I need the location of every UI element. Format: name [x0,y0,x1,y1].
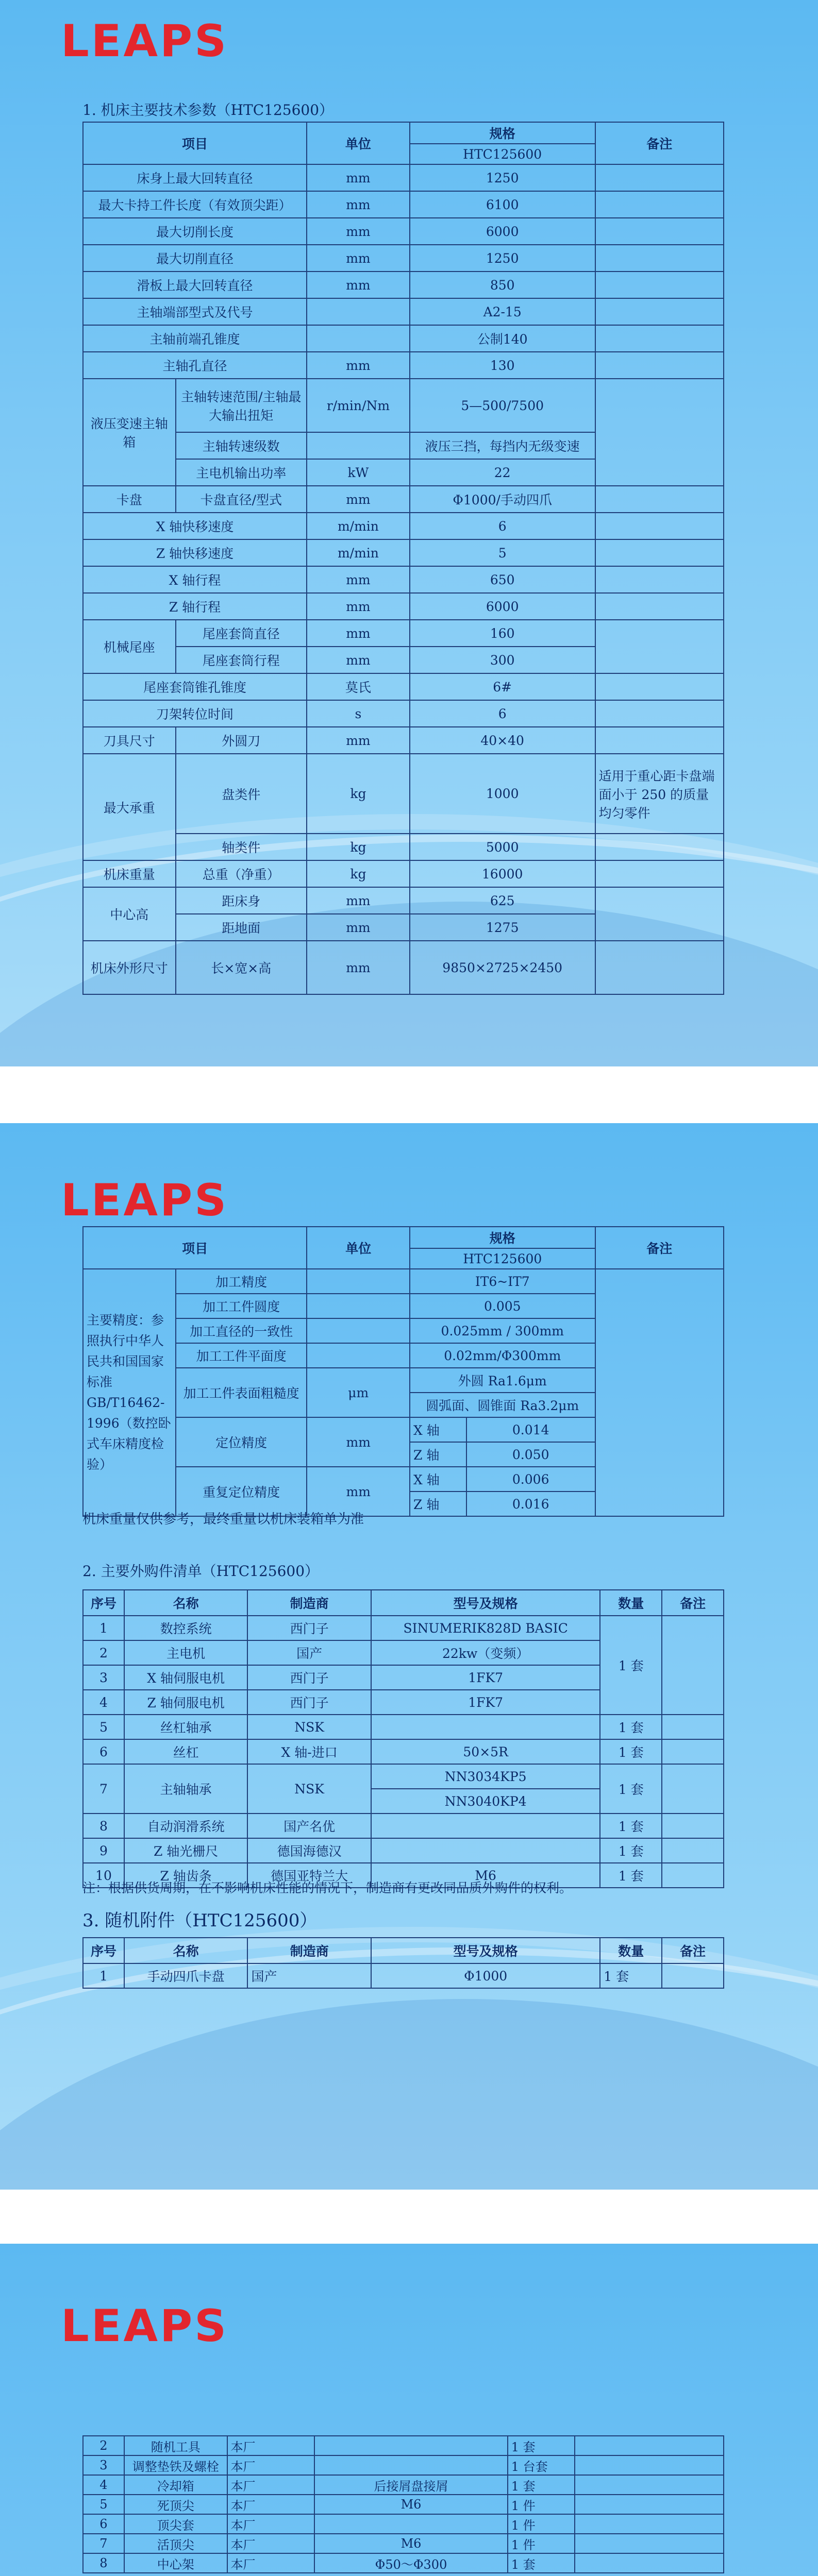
row-category: 刀具尺寸 [83,727,176,754]
row-item: 最大切削直径 [83,245,307,272]
row-item: 加工工件平面度 [176,1343,307,1368]
section-title: 1. 机床主要技术参数（HTC125600） [82,101,334,118]
row-unit: mm [307,620,410,647]
acc-no: 2 [83,2436,124,2455]
row-item: 主电机输出功率 [176,459,307,486]
accessories-table [82,1937,724,1989]
col-header-name: 名称 [124,1938,248,1963]
part-model: NN3040KP4 [371,1789,600,1814]
row-remark [595,298,724,325]
col-header-maker: 制造商 [247,1938,371,1963]
part-qty: 1 套 [600,1739,662,1764]
row-remark [595,941,724,994]
precision-table [82,1226,724,1517]
row-remark [595,887,724,941]
acc-no: 5 [83,2495,124,2514]
row-item: 刀架转位时间 [83,700,307,727]
row-item: 加工精度 [176,1269,307,1294]
part-maker: 国产 [247,1640,371,1665]
row-value: 1000 [410,754,595,834]
row-value: 0.02mm/Φ300mm [410,1343,595,1368]
acc-model: M6 [314,2495,507,2514]
row-value: 650 [410,566,595,593]
acc-name: 顶尖套 [124,2514,227,2534]
acc-qty: 1 件 [508,2514,575,2534]
acc-remark [575,2553,724,2573]
background-wave [0,1999,818,2190]
acc-name: 死顶尖 [124,2495,227,2514]
col-header-maker: 制造商 [247,1590,371,1616]
row-remark [595,727,724,754]
row-remark [595,191,724,218]
acc-model: Φ1000 [371,1963,600,1988]
col-header-no: 序号 [83,1590,124,1616]
row-value: 850 [410,272,595,298]
acc-no: 6 [83,2514,124,2534]
acc-qty: 1 套 [508,2475,575,2495]
col-header-qty: 数量 [600,1590,662,1616]
row-value: 5 [410,539,595,566]
row-item: 总重（净重） [176,860,307,887]
acc-name: 中心架 [124,2553,227,2573]
row-remark [595,539,724,566]
row-value: 0.025mm / 300mm [410,1318,595,1343]
col-header-item: 项目 [83,122,307,164]
row-item: 加工直径的一致性 [176,1318,307,1343]
spec-table [82,122,724,995]
col-header-qty: 数量 [600,1938,662,1963]
acc-no: 8 [83,2553,124,2573]
row-unit: mm [307,164,410,191]
part-name: Z 轴光栅尺 [124,1838,247,1863]
col-header-unit: 单位 [307,1227,410,1269]
row-item: 主轴端部型式及代号 [83,298,307,325]
col-header-remark: 备注 [662,1590,724,1616]
row-value: Φ1000/手动四爪 [410,486,595,513]
row-item: 主轴转速级数 [176,432,307,459]
row-value: 22 [410,459,595,486]
acc-model [314,2455,507,2475]
part-model: 50×5R [371,1739,600,1764]
row-value: A2-15 [410,298,595,325]
acc-qty: 1 套 [508,2553,575,2573]
acc-maker: 本厂 [227,2475,315,2495]
row-value: 5000 [410,834,595,860]
part-model: 1FK7 [371,1665,600,1690]
row-value: 130 [410,352,595,379]
row-value: 0.050 [466,1442,595,1467]
part-no: 5 [83,1715,124,1739]
part-remark [662,1764,724,1814]
part-no: 8 [83,1814,124,1838]
row-unit: mm [307,941,410,994]
row-unit: mm [307,593,410,620]
row-remark [595,566,724,593]
col-header-model: 型号及规格 [371,1590,600,1616]
acc-name: 手动四爪卡盘 [124,1963,248,1988]
row-unit: mm [307,191,410,218]
row-unit: mm [307,647,410,673]
part-remark [662,1715,724,1739]
row-remark: 适用于重心距卡盘端面小于 250 的质量均匀零件 [595,754,724,834]
row-remark [595,218,724,245]
part-remark [662,1814,724,1838]
model-cell: HTC125600 [410,144,595,164]
row-unit: mm [307,272,410,298]
col-header-item: 项目 [83,1227,307,1269]
row-value: 300 [410,647,595,673]
acc-model: M6 [314,2534,507,2553]
row-remark [595,860,724,887]
part-model [371,1814,600,1838]
row-category: 最大承重 [83,754,176,860]
row-remark [595,834,724,860]
row-item: 外圆刀 [176,727,307,754]
row-item: X 轴行程 [83,566,307,593]
acc-maker: 本厂 [227,2534,315,2553]
row-unit: kg [307,860,410,887]
part-no: 1 [83,1616,124,1640]
part-maker: NSK [247,1764,371,1814]
row-remark [595,379,724,486]
axis-label: X 轴 [410,1467,466,1492]
row-value: IT6~IT7 [410,1269,595,1294]
part-no: 3 [83,1665,124,1690]
row-value: 40×40 [410,727,595,754]
part-maker: 国产名优 [247,1814,371,1838]
row-category: 中心高 [83,887,176,941]
acc-maker: 本厂 [227,2455,315,2475]
row-unit: mm [307,914,410,941]
part-qty: 1 套 [600,1764,662,1814]
row-item: 主轴前端孔锥度 [83,325,307,352]
col-header-model: 型号及规格 [371,1938,600,1963]
part-no: 7 [83,1764,124,1814]
row-value: 外圆 Ra1.6μm [410,1368,595,1393]
part-no: 2 [83,1640,124,1665]
acc-qty: 1 台套 [508,2455,575,2475]
row-item: 加工工件圆度 [176,1294,307,1318]
row-item: 尾座套筒锥孔锥度 [83,673,307,700]
acc-remark [575,2455,724,2475]
row-remark [595,325,724,352]
row-unit: kg [307,754,410,834]
part-name: 数控系统 [124,1616,247,1640]
row-unit: kg [307,834,410,860]
col-header-spec: 规格 [410,122,595,144]
acc-name: 活顶尖 [124,2534,227,2553]
row-value: 0.016 [466,1492,595,1516]
parts-table [82,1589,724,1888]
row-value: 6 [410,513,595,539]
part-maker: 德国亚特兰大 [247,1863,371,1888]
part-qty: 1 套 [600,1838,662,1863]
col-header-name: 名称 [124,1590,247,1616]
acc-qty: 1 件 [508,2495,575,2514]
col-header-remark: 备注 [662,1938,724,1963]
acc-maker: 国产 [247,1963,371,1988]
brand-logo: LEAPS [61,15,229,67]
part-no: 4 [83,1690,124,1715]
acc-remark [575,2495,724,2514]
row-remark [595,272,724,298]
part-maker: X 轴-进口 [247,1739,371,1764]
precision-category: 主要精度：参照执行中华人民共和国国家标准GB/T16462-1996（数控卧式车床精度检验） [83,1269,176,1516]
row-item: 滑板上最大回转直径 [83,272,307,298]
axis-label: Z 轴 [410,1442,466,1467]
row-category: 机床外形尺寸 [83,941,176,994]
part-remark [662,1739,724,1764]
acc-model: Φ50～Φ300 [314,2553,507,2573]
row-unit: m/min [307,513,410,539]
part-model [371,1838,600,1863]
row-unit [307,1269,410,1294]
row-value: 6 [410,700,595,727]
row-value: 0.014 [466,1417,595,1442]
row-item: 尾座套筒行程 [176,647,307,673]
row-item: 轴类件 [176,834,307,860]
part-qty: 1 套 [600,1814,662,1838]
part-name: 主电机 [124,1640,247,1665]
row-remark [595,486,724,513]
row-item: 尾座套筒直径 [176,620,307,647]
row-category: 机械尾座 [83,620,176,673]
part-model: SINUMERIK828D BASIC [371,1616,600,1640]
part-model: 22kw（变频） [371,1640,600,1665]
row-remark [595,513,724,539]
row-unit [307,1343,410,1368]
page-3 [0,2244,818,2576]
row-value: 1250 [410,245,595,272]
parts-note: 注：根据供货周期，在不影响机床性能的情况下，制造商有更改同品质外购件的权利。 [82,1880,573,1895]
row-unit: 莫氏 [307,673,410,700]
row-value: 625 [410,887,595,914]
axis-label: Z 轴 [410,1492,466,1516]
row-item: 主轴转速范围/主轴最大输出扭矩 [176,379,307,432]
row-remark [595,164,724,191]
part-name: Z 轴伺服电机 [124,1690,247,1715]
row-unit: mm [307,352,410,379]
row-value: 160 [410,620,595,647]
row-unit: kW [307,459,410,486]
row-value: 0.005 [410,1294,595,1318]
acc-no: 3 [83,2455,124,2475]
col-header-remark: 备注 [595,122,724,164]
row-value: 液压三挡，每挡内无级变速 [410,432,595,459]
row-value: 6000 [410,218,595,245]
row-unit: mm [307,1467,410,1516]
row-item: 床身上最大回转直径 [83,164,307,191]
acc-remark [662,1963,724,1988]
brand-logo: LEAPS [61,1175,229,1226]
part-name: 主轴轴承 [124,1764,247,1814]
section-title: 3. 随机附件（HTC125600） [82,1910,318,1931]
page-2 [0,1123,818,2190]
row-unit: m/min [307,539,410,566]
part-model: NN3034KP5 [371,1764,600,1789]
part-name: Z 轴齿条 [124,1863,247,1888]
row-unit [307,1318,410,1343]
row-item: Z 轴行程 [83,593,307,620]
acc-model [314,2514,507,2534]
acc-model [314,2436,507,2455]
row-value: 6100 [410,191,595,218]
part-name: 丝杠 [124,1739,247,1764]
row-item: 定位精度 [176,1417,307,1467]
row-value: 1250 [410,164,595,191]
part-name: X 轴伺服电机 [124,1665,247,1690]
row-unit: s [307,700,410,727]
row-item: 卡盘直径/型式 [176,486,307,513]
part-name: 丝杠轴承 [124,1715,247,1739]
row-remark [595,673,724,700]
row-value: 圆弧面、圆锥面 Ra3.2μm [410,1393,595,1417]
acc-maker: 本厂 [227,2436,315,2455]
row-unit [307,1294,410,1318]
row-unit [307,325,410,352]
col-header-unit: 单位 [307,122,410,164]
part-maker: 德国海德汉 [247,1838,371,1863]
row-item: 距床身 [176,887,307,914]
row-unit: r/min/Nm [307,379,410,432]
axis-label: X 轴 [410,1417,466,1442]
acc-maker: 本厂 [227,2495,315,2514]
acc-remark [575,2534,724,2553]
row-category: 卡盘 [83,486,176,513]
row-unit: mm [307,727,410,754]
acc-name: 冷却箱 [124,2475,227,2495]
row-remark [595,352,724,379]
acc-maker: 本厂 [227,2514,315,2534]
row-unit: mm [307,486,410,513]
row-unit: mm [307,1417,410,1467]
col-header-spec: 规格 [410,1227,595,1248]
row-item: Z 轴快移速度 [83,539,307,566]
part-no: 10 [83,1863,124,1888]
row-item: 最大卡持工件长度（有效顶尖距） [83,191,307,218]
part-qty: 1 套 [600,1616,662,1715]
brand-logo: LEAPS [61,2300,229,2352]
model-cell: HTC125600 [410,1248,595,1269]
acc-maker: 本厂 [227,2553,315,2573]
row-remark [595,620,724,673]
row-item: 最大切削长度 [83,218,307,245]
row-category: 机床重量 [83,860,176,887]
row-value: 9850×2725×2450 [410,941,595,994]
row-unit [307,298,410,325]
acc-qty: 1 件 [508,2534,575,2553]
accessories-table-continued [82,2435,724,2573]
row-item: 重复定位精度 [176,1467,307,1516]
row-category: 液压变速主轴箱 [83,379,176,486]
part-model [371,1715,600,1739]
row-value: 6000 [410,593,595,620]
row-unit: mm [307,245,410,272]
part-qty: 1 套 [600,1715,662,1739]
row-value: 0.006 [466,1467,595,1492]
row-value: 5—500/7500 [410,379,595,432]
acc-remark [575,2475,724,2495]
acc-qty: 1 套 [508,2436,575,2455]
row-unit: mm [307,887,410,914]
row-value: 6# [410,673,595,700]
weight-note: 机床重量仅供参考，最终重量以机床装箱单为准 [82,1512,364,1527]
acc-no: 4 [83,2475,124,2495]
row-unit [307,432,410,459]
row-remark [595,1269,724,1516]
col-header-no: 序号 [83,1938,124,1963]
row-item: 主轴孔直径 [83,352,307,379]
part-name: 自动润滑系统 [124,1814,247,1838]
row-unit: μm [307,1368,410,1417]
part-no: 6 [83,1739,124,1764]
row-value: 1275 [410,914,595,941]
row-remark [595,245,724,272]
part-maker: 西门子 [247,1690,371,1715]
part-maker: 西门子 [247,1616,371,1640]
acc-no: 7 [83,2534,124,2553]
acc-model: 后接屑盘接屑 [314,2475,507,2495]
part-remark [662,1838,724,1863]
acc-remark [575,2514,724,2534]
row-item: 盘类件 [176,754,307,834]
part-remark [662,1863,724,1888]
part-qty: 1 套 [600,1863,662,1888]
acc-name: 调整垫铁及螺栓 [124,2455,227,2475]
part-maker: 西门子 [247,1665,371,1690]
page-1 [0,0,818,1066]
row-value: 16000 [410,860,595,887]
row-item: 长×宽×高 [176,941,307,994]
acc-name: 随机工具 [124,2436,227,2455]
row-item: X 轴快移速度 [83,513,307,539]
row-value: 公制140 [410,325,595,352]
row-unit: mm [307,218,410,245]
part-maker: NSK [247,1715,371,1739]
part-no: 9 [83,1838,124,1863]
part-remark [662,1616,724,1715]
col-header-remark: 备注 [595,1227,724,1269]
part-model: 1FK7 [371,1690,600,1715]
row-item: 距地面 [176,914,307,941]
row-item: 加工工件表面粗糙度 [176,1368,307,1417]
section-title: 2. 主要外购件清单（HTC125600） [82,1563,320,1580]
row-remark [595,700,724,727]
row-remark [595,593,724,620]
acc-remark [575,2436,724,2455]
acc-no: 1 [83,1963,124,1988]
acc-qty: 1 套 [600,1963,662,1988]
row-unit: mm [307,566,410,593]
part-model: M6 [371,1863,600,1888]
